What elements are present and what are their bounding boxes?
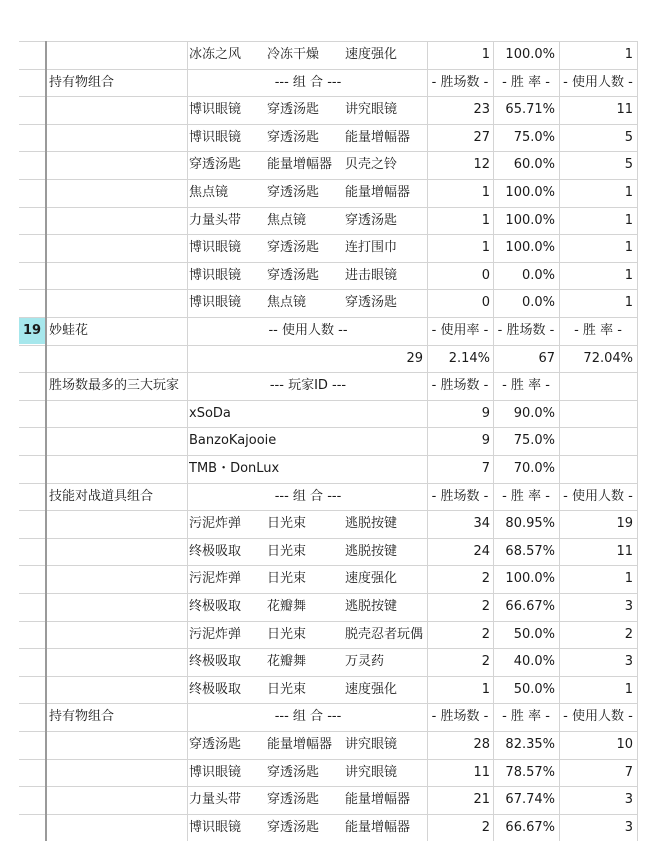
- win-rate-cell[interactable]: 65.71%: [505, 102, 555, 118]
- combo-item-1[interactable]: 污泥炸弹: [189, 571, 242, 587]
- combo-item-1[interactable]: 穿透汤匙: [189, 737, 242, 752]
- combo-item-1[interactable]: 终极吸取: [189, 543, 242, 559]
- row-index-cell[interactable]: [19, 649, 45, 675]
- combo-item-2[interactable]: 穿透汤匙: [267, 185, 320, 200]
- combo-item-2[interactable]: 穿透汤匙: [267, 102, 320, 118]
- row-index-cell[interactable]: [19, 235, 45, 261]
- column-header[interactable]: - 胜 率 -: [574, 323, 622, 338]
- win-rate-cell[interactable]: 50.0%: [513, 626, 555, 642]
- users-cell[interactable]: 1: [624, 295, 633, 311]
- users-cell[interactable]: 3: [624, 819, 633, 835]
- combo-item-3[interactable]: 逃脱按键: [345, 543, 398, 559]
- combo-item-3[interactable]: 穿透汤匙: [345, 295, 398, 311]
- combo-item-1[interactable]: 焦点镜: [189, 185, 229, 200]
- combo-item-1[interactable]: 污泥炸弹: [189, 626, 242, 642]
- win-rate-cell[interactable]: 82.35%: [505, 737, 555, 752]
- wins-cell[interactable]: 7: [481, 461, 490, 476]
- table-row: [19, 317, 637, 345]
- win-rate-cell[interactable]: 75.0%: [513, 129, 555, 145]
- wins-cell[interactable]: 2: [481, 626, 490, 642]
- row-index-cell[interactable]: [19, 401, 45, 427]
- row-index-cell[interactable]: [19, 539, 45, 565]
- combo-item-2[interactable]: 日光束: [267, 571, 307, 587]
- wins-cell[interactable]: 34: [473, 516, 490, 532]
- column-header[interactable]: - 胜场数 -: [431, 74, 489, 90]
- combo-item-3[interactable]: 讲究眼镜: [345, 737, 398, 752]
- table-row: [19, 483, 637, 511]
- combo-item-2[interactable]: 穿透汤匙: [267, 764, 320, 780]
- combo-item-1[interactable]: 博识眼镜: [189, 295, 242, 311]
- row-index-cell[interactable]: [19, 732, 45, 758]
- table-row: [19, 289, 637, 317]
- users-cell[interactable]: 7: [624, 764, 633, 780]
- table-row: [19, 648, 637, 676]
- win-rate-cell[interactable]: 66.67%: [505, 819, 555, 835]
- win-rate-cell[interactable]: 90.0%: [513, 405, 555, 421]
- wins-cell[interactable]: 1: [481, 681, 490, 697]
- combo-item-3[interactable]: 进击眼镜: [345, 267, 398, 283]
- combo-item-2[interactable]: 日光束: [267, 681, 307, 697]
- win-rate-cell[interactable]: 100.0%: [505, 240, 555, 256]
- wins-cell[interactable]: 0: [481, 295, 490, 311]
- grid-column-line: [45, 41, 47, 841]
- table-row: [19, 731, 637, 759]
- combo-item-1[interactable]: 终极吸取: [189, 654, 242, 670]
- grid-column-line: [559, 41, 560, 841]
- row-index-cell[interactable]: [19, 208, 45, 234]
- users-cell[interactable]: 1: [624, 267, 633, 283]
- wins-cell[interactable]: 1: [481, 240, 490, 256]
- column-header[interactable]: - 使用率 -: [431, 323, 489, 338]
- combo-item-2[interactable]: 能量增幅器: [267, 737, 333, 752]
- combo-item-3[interactable]: 能量增幅器: [345, 819, 411, 835]
- users-cell[interactable]: 1: [624, 681, 633, 697]
- wins-cell[interactable]: 1: [481, 212, 490, 228]
- wins-cell[interactable]: 1: [481, 185, 490, 200]
- combo-item-3[interactable]: 贝壳之铃: [345, 157, 398, 173]
- column-header[interactable]: - 胜场数 -: [431, 488, 489, 504]
- users-cell[interactable]: 5: [624, 129, 633, 145]
- row-index-cell[interactable]: [19, 815, 45, 841]
- combo-item-3[interactable]: 讲究眼镜: [345, 102, 398, 118]
- combo-item-2[interactable]: 穿透汤匙: [267, 792, 320, 808]
- combo-item-2[interactable]: 穿透汤匙: [267, 240, 320, 256]
- wins-cell[interactable]: 0: [481, 267, 490, 283]
- combo-item-1[interactable]: 污泥炸弹: [189, 516, 242, 532]
- table-row: [19, 786, 637, 814]
- column-header[interactable]: - 使用人数 -: [563, 488, 633, 504]
- total-wins-cell[interactable]: 67: [538, 350, 555, 366]
- win-rate-cell[interactable]: 100.0%: [505, 47, 555, 62]
- row-index-cell[interactable]: [19, 787, 45, 813]
- column-header[interactable]: - 胜场数 -: [431, 709, 489, 725]
- win-rate-cell[interactable]: 67.74%: [505, 792, 555, 808]
- section-column-header[interactable]: -- 使用人数 --: [268, 323, 348, 338]
- grid-column-line: [637, 41, 638, 841]
- table-row: [19, 703, 637, 731]
- table-row: [19, 69, 637, 97]
- users-cell[interactable]: 11: [616, 102, 633, 118]
- combo-item-1[interactable]: 终极吸取: [189, 599, 242, 614]
- wins-cell[interactable]: 27: [473, 129, 490, 145]
- wins-cell[interactable]: 2: [481, 599, 490, 614]
- empty-cell[interactable]: [559, 401, 637, 427]
- combo-item-3[interactable]: 逃脱按键: [345, 516, 398, 532]
- users-cell[interactable]: 5: [624, 157, 633, 173]
- combo-item-2[interactable]: 日光束: [267, 626, 307, 642]
- table-row: [19, 593, 637, 621]
- users-cell[interactable]: 1: [624, 212, 633, 228]
- combo-item-3[interactable]: 能量增幅器: [345, 129, 411, 145]
- row-index-cell[interactable]: [19, 511, 45, 537]
- combo-item-1[interactable]: 力量头带: [189, 792, 242, 808]
- empty-cell[interactable]: [559, 428, 637, 454]
- section-column-header[interactable]: --- 组 合 ---: [274, 74, 342, 90]
- combo-item-1[interactable]: 穿透汤匙: [189, 157, 242, 173]
- table-row: [19, 124, 637, 152]
- users-cell[interactable]: 1: [624, 185, 633, 200]
- grid-column-line: [427, 41, 428, 841]
- wins-cell[interactable]: 2: [481, 571, 490, 587]
- combo-item-3[interactable]: 连打围巾: [345, 240, 398, 256]
- section-label[interactable]: 持有物组合: [49, 74, 115, 90]
- empty-cell[interactable]: [559, 456, 637, 482]
- win-rate-cell[interactable]: 100.0%: [505, 185, 555, 200]
- row-index-cell[interactable]: [19, 373, 45, 399]
- row-index-cell[interactable]: [19, 622, 45, 648]
- section-label[interactable]: 持有物组合: [49, 709, 115, 725]
- win-rate-cell[interactable]: 50.0%: [513, 681, 555, 697]
- row-index-cell[interactable]: [19, 180, 45, 206]
- player-id-cell[interactable]: BanzoKajooie: [189, 433, 277, 449]
- table-row: [19, 676, 637, 704]
- users-cell[interactable]: 2: [624, 626, 633, 642]
- combo-item-1[interactable]: 力量头带: [189, 212, 242, 228]
- row-index-cell[interactable]: [19, 704, 45, 730]
- row-index-cell[interactable]: [19, 677, 45, 703]
- wins-cell[interactable]: 2: [481, 654, 490, 670]
- combo-item-1[interactable]: 博识眼镜: [189, 102, 242, 118]
- section-column-header[interactable]: --- 组 合 ---: [274, 709, 342, 725]
- grid-column-line: [493, 41, 494, 841]
- combo-item-1[interactable]: 博识眼镜: [189, 819, 242, 835]
- row-index-cell[interactable]: [19, 566, 45, 592]
- table-row: [19, 565, 637, 593]
- table-row: [19, 96, 637, 124]
- users-cell[interactable]: 11: [616, 543, 633, 559]
- users-cell[interactable]: 3: [624, 599, 633, 614]
- row-index-cell[interactable]: [19, 290, 45, 316]
- wins-cell[interactable]: 24: [473, 543, 490, 559]
- users-cell[interactable]: 1: [624, 571, 633, 587]
- column-header[interactable]: - 使用人数 -: [563, 74, 633, 90]
- win-rate-cell[interactable]: 78.57%: [505, 764, 555, 780]
- users-cell[interactable]: 1: [624, 240, 633, 256]
- combo-item-3[interactable]: 脱壳忍者玩偶: [345, 626, 424, 642]
- wins-cell[interactable]: 21: [473, 792, 490, 808]
- usage-count-cell[interactable]: 29: [406, 350, 423, 366]
- wins-cell[interactable]: 2: [481, 819, 490, 835]
- table-row: [19, 207, 637, 235]
- win-rate-cell[interactable]: 66.67%: [505, 599, 555, 614]
- win-rate-cell[interactable]: 40.0%: [513, 654, 555, 670]
- combo-item-3[interactable]: 速度强化: [345, 681, 398, 697]
- column-header[interactable]: - 胜 率 -: [502, 74, 550, 90]
- users-cell[interactable]: 3: [624, 792, 633, 808]
- table-row: [19, 41, 637, 69]
- win-rate-cell[interactable]: 80.95%: [505, 516, 555, 532]
- table-row: [19, 814, 637, 842]
- table-row: [19, 179, 637, 207]
- combo-item-2[interactable]: 穿透汤匙: [267, 819, 320, 835]
- table-row: [19, 345, 637, 373]
- win-rate-cell[interactable]: 100.0%: [505, 212, 555, 228]
- combo-item-3[interactable]: 能量增幅器: [345, 185, 411, 200]
- column-header[interactable]: - 胜 率 -: [502, 488, 550, 504]
- row-index-cell[interactable]: [19, 152, 45, 178]
- combo-item-2[interactable]: 日光束: [267, 516, 307, 532]
- section-label[interactable]: 技能对战道具组合: [49, 488, 154, 504]
- users-cell[interactable]: 19: [616, 516, 633, 532]
- users-cell[interactable]: 3: [624, 654, 633, 670]
- table-row: [19, 372, 637, 400]
- table-row: [19, 759, 637, 787]
- table-row: [19, 510, 637, 538]
- wins-cell[interactable]: 28: [473, 737, 490, 752]
- combo-item-2[interactable]: 日光束: [267, 543, 307, 559]
- table-row: [19, 400, 637, 428]
- combo-item-2[interactable]: 花瓣舞: [267, 654, 307, 670]
- combo-item-1[interactable]: 博识眼镜: [189, 240, 242, 256]
- table-row: [19, 538, 637, 566]
- combo-item-3[interactable]: 速度强化: [345, 571, 398, 587]
- combo-item-2[interactable]: 焦点镜: [267, 212, 307, 228]
- column-header[interactable]: - 胜 率 -: [502, 709, 550, 725]
- win-rate-cell[interactable]: 0.0%: [521, 295, 555, 311]
- row-index-cell[interactable]: [19, 97, 45, 123]
- column-header[interactable]: - 胜场数 -: [497, 323, 555, 338]
- combo-item-3[interactable]: 逃脱按键: [345, 599, 398, 614]
- usage-rate-cell[interactable]: 2.14%: [448, 350, 490, 366]
- wins-cell[interactable]: 9: [481, 433, 490, 449]
- row-index-cell[interactable]: [19, 263, 45, 289]
- wins-cell[interactable]: 9: [481, 405, 490, 421]
- table-row: [19, 234, 637, 262]
- player-id-cell[interactable]: TMB・DonLux: [189, 461, 280, 476]
- column-header[interactable]: - 使用人数 -: [563, 709, 633, 725]
- row-index-cell[interactable]: [19, 484, 45, 510]
- combo-item-2[interactable]: 焦点镜: [267, 295, 307, 311]
- wins-cell[interactable]: 23: [473, 102, 490, 118]
- combo-item-3[interactable]: 讲究眼镜: [345, 764, 398, 780]
- win-rate-cell[interactable]: 75.0%: [513, 433, 555, 449]
- table-row: [19, 621, 637, 649]
- grid-column-line: [187, 41, 188, 841]
- row-index-cell[interactable]: [19, 594, 45, 620]
- section-column-header[interactable]: --- 组 合 ---: [274, 488, 342, 504]
- combo-item-1[interactable]: 终极吸取: [189, 681, 242, 697]
- combo-item-3[interactable]: 万灵药: [345, 654, 385, 670]
- column-header[interactable]: [559, 373, 637, 399]
- wins-cell[interactable]: 12: [473, 157, 490, 173]
- row-index-cell[interactable]: [19, 456, 45, 482]
- table-row: [19, 455, 637, 483]
- table-row: [19, 262, 637, 290]
- users-cell[interactable]: 1: [624, 47, 633, 62]
- combo-item-2[interactable]: 冷冻干燥: [267, 47, 320, 62]
- table-row: [19, 151, 637, 179]
- row-index-cell[interactable]: [19, 760, 45, 786]
- row-index-cell[interactable]: [19, 125, 45, 151]
- total-win-rate-cell[interactable]: 72.04%: [583, 350, 633, 366]
- win-rate-cell[interactable]: 68.57%: [505, 543, 555, 559]
- pokemon-name[interactable]: 妙蛙花: [49, 323, 89, 338]
- combo-item-2[interactable]: 花瓣舞: [267, 599, 307, 614]
- row-index-cell[interactable]: [19, 70, 45, 96]
- row-index-cell[interactable]: [19, 346, 45, 372]
- win-rate-cell[interactable]: 0.0%: [521, 267, 555, 283]
- wins-cell[interactable]: 1: [481, 47, 490, 62]
- combo-item-2[interactable]: 穿透汤匙: [267, 267, 320, 283]
- win-rate-cell[interactable]: 60.0%: [513, 157, 555, 173]
- row-index-cell[interactable]: [19, 428, 45, 454]
- row-index-cell[interactable]: 19: [19, 318, 45, 344]
- section-label[interactable]: 胜场数最多的三大玩家: [49, 378, 180, 394]
- combo-item-1[interactable]: 博识眼镜: [189, 764, 242, 780]
- combo-item-3[interactable]: 能量增幅器: [345, 792, 411, 808]
- section-column-header[interactable]: --- 玩家ID ---: [269, 378, 347, 394]
- column-header[interactable]: - 胜场数 -: [431, 378, 489, 394]
- win-rate-cell[interactable]: 100.0%: [505, 571, 555, 587]
- row-index-cell[interactable]: [19, 42, 45, 68]
- win-rate-cell[interactable]: 70.0%: [513, 461, 555, 476]
- combo-item-2[interactable]: 能量增幅器: [267, 157, 333, 173]
- table-row: [19, 427, 637, 455]
- combo-item-3[interactable]: 穿透汤匙: [345, 212, 398, 228]
- combo-item-1[interactable]: 冰冻之风: [189, 47, 242, 62]
- users-cell[interactable]: 10: [616, 737, 633, 752]
- combo-item-3[interactable]: 速度强化: [345, 47, 398, 62]
- combo-item-1[interactable]: 博识眼镜: [189, 129, 242, 145]
- combo-item-2[interactable]: 穿透汤匙: [267, 129, 320, 145]
- combo-item-1[interactable]: 博识眼镜: [189, 267, 242, 283]
- wins-cell[interactable]: 11: [473, 764, 490, 780]
- column-header[interactable]: - 胜 率 -: [502, 378, 550, 394]
- player-id-cell[interactable]: xSoDa: [189, 405, 231, 421]
